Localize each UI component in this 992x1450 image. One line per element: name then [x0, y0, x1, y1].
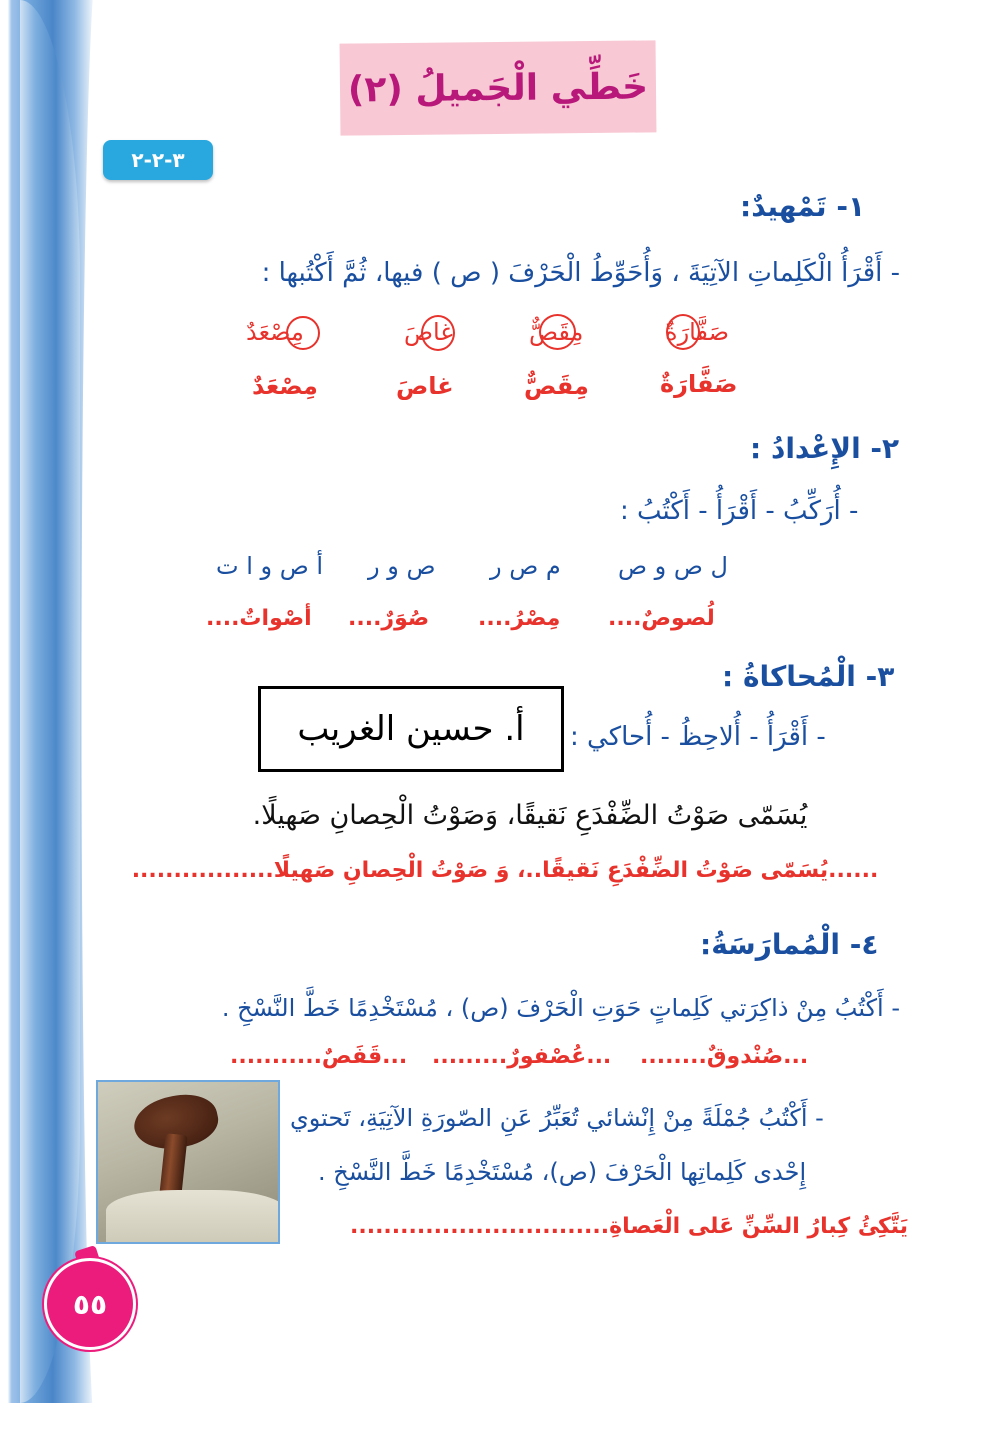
section-2-heading: ٢- الإِعْدادُ :	[750, 432, 900, 465]
lesson-code-label: ٣-٢-٢	[131, 148, 185, 172]
circle-marker-icon-3	[539, 314, 576, 350]
lesson-code-badge	[103, 140, 213, 180]
section-1-instruction: - أَقْرَأُ الْكَلِماتِ الآتِيَةَ ، وَأُحَوِّطُ الْحَرْفَ ( ص ) فيها، ثُمَّ أَكْتُبها :	[261, 258, 900, 288]
section-1-word-printed-3: مِقَصٌّ	[529, 318, 584, 346]
section-3-instruction: - أَقْرَأُ - أُلاحِظُ - أُحاكي :	[570, 722, 826, 752]
section-2-letters-3: م ص ر	[490, 552, 561, 580]
teacher-name-box	[258, 686, 564, 772]
page-side-decoration	[0, 0, 96, 1403]
section-2-answer-4: لُصوصٌ....	[608, 606, 715, 631]
section-3-model-sentence: يُسَمّى صَوْتُ الضِّفْدَعِ نَقيقًا، وَصَوْتُ الْحِصانِ صَهيلًا.	[252, 800, 808, 831]
section-4-answer-2: يَتَّكِئُ كِبارُ السِّنِّ عَلى الْعَصاةِ...............................	[350, 1214, 909, 1239]
page-title: خَطِّي الْجَميلُ (٢)	[347, 65, 649, 111]
section-1-word-printed-1: مِصْعَدٌ	[246, 318, 304, 346]
circle-marker-icon-1	[286, 316, 320, 350]
page-number-label: ٥٥	[72, 1287, 108, 1321]
section-4-heading: ٤- الْمُمارَسَةُ:	[700, 928, 879, 961]
section-2-letters-1: أ ص و ا ت	[216, 552, 324, 580]
section-3-heading: ٣- الْمُحاكاةُ :	[722, 660, 895, 693]
section-2-instruction: - أُرَكِّبُ - أَقْرَأُ - أَكْتُبُ :	[620, 496, 859, 526]
circle-marker-icon-2	[421, 315, 455, 351]
side-band-inner	[20, 0, 80, 1403]
teacher-name-label: أ. حسين الغريب	[297, 709, 525, 749]
section-1-word-written-3: مِقَصٌّ	[524, 372, 589, 400]
section-2-answer-3: مِصْرُ....	[478, 606, 561, 631]
page-number-badge	[44, 1258, 136, 1350]
section-2-letters-2: ص و ر	[368, 552, 436, 580]
section-4-instruction-1: - أَكْتُبُ مِنْ ذاكِرَتي كَلِماتٍ حَوَتِ الْحَرْفَ (ص) ، مُسْتَخْدِمًا خَطَّ النَّسْخِ .	[221, 994, 900, 1022]
section-1-word-printed-2: غاصَ	[404, 318, 453, 346]
section-2-letters-4: ل ص و ص	[618, 552, 728, 580]
lesson-photo-cane	[96, 1080, 280, 1244]
circle-marker-icon-4	[666, 314, 700, 350]
page-title-box	[340, 40, 657, 135]
section-3-practice-line: ......يُسَمّى صَوْتُ الضِّفْدَعِ نَقيقًا..، وَ صَوْتُ الْحِصانِ صَهيلًا.................	[131, 858, 879, 883]
section-4-answer-1-1: ...قَفَصٌ...........	[230, 1044, 408, 1069]
section-4-answer-1-3: ...صُنْدوقٌ........	[640, 1044, 809, 1069]
section-1-word-printed-4: صَفَّارَةٌ	[665, 318, 729, 346]
section-2-answer-1: أصْواتٌ....	[206, 606, 312, 631]
section-1-heading: ١- تَمْهيدٌ:	[740, 190, 866, 223]
hand-shape	[106, 1190, 280, 1242]
section-1-word-written-2: غاصَ	[396, 372, 454, 400]
section-4-instruction-2-line-1: - أَكْتُبُ جُمْلَةً مِنْ إِنْشائي تُعَبِّرُ عَنِ الصّورَةِ الآتِيَةِ، تَحتوي	[290, 1104, 824, 1132]
section-2-answer-2: صُوَرٌ....	[348, 606, 430, 631]
section-4-instruction-2-line-2: إِحْدى كَلِماتِها الْحَرْفَ (ص)، مُسْتَخْدِمًا خَطَّ النَّسْخِ .	[318, 1158, 807, 1186]
section-4-answer-1-2: ...عُصْفورٌ.........	[432, 1044, 612, 1069]
section-1-word-written-1: مِصْعَدٌ	[252, 372, 318, 400]
section-1-word-written-4: صَفَّارَةٌ	[660, 370, 738, 398]
